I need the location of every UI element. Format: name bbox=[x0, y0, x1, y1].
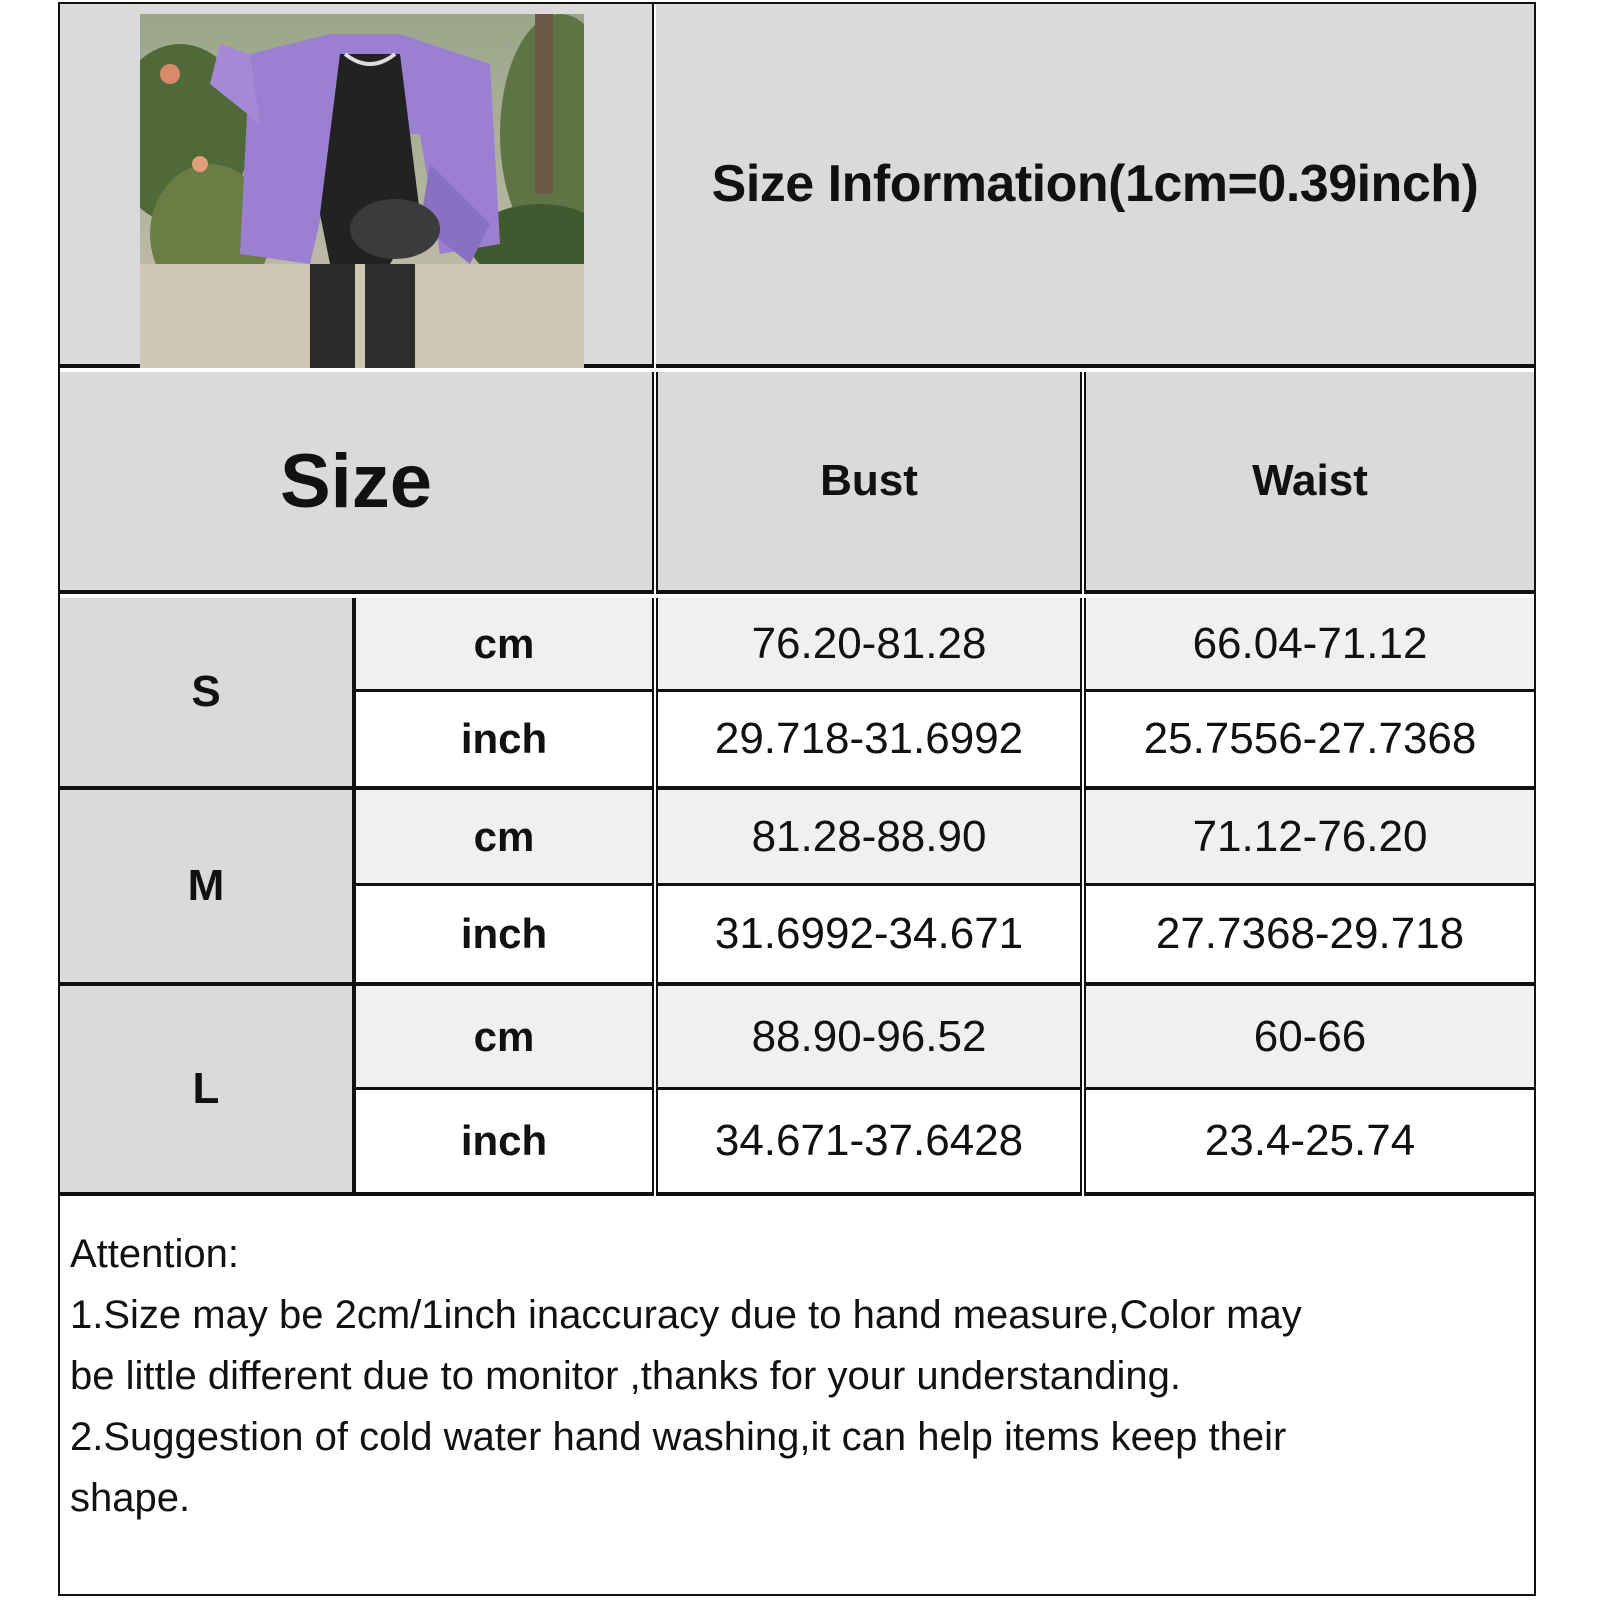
bust-value: 31.6992-34.671 bbox=[714, 909, 1024, 958]
product-photo bbox=[140, 14, 584, 368]
table-cell bbox=[1084, 1090, 1534, 1196]
waist-header: Waist bbox=[1252, 456, 1368, 505]
title-cell bbox=[656, 4, 1534, 368]
note-line: 2.Suggestion of cold water hand washing,it can help items keep their bbox=[70, 1415, 1287, 1459]
size-header-cell bbox=[60, 372, 654, 594]
attention-heading: Attention: bbox=[70, 1232, 240, 1276]
unit-label: inch bbox=[460, 715, 548, 762]
table-cell bbox=[656, 790, 1082, 886]
waist-value: 71.12-76.20 bbox=[1192, 811, 1428, 861]
table-cell bbox=[656, 598, 1082, 692]
table-row bbox=[356, 986, 654, 1090]
table-cell bbox=[1084, 598, 1534, 692]
table-cell bbox=[656, 692, 1082, 790]
note-line: be little different due to monitor ,thanks for your understanding. bbox=[70, 1354, 1182, 1398]
size-l-cell bbox=[60, 986, 356, 1196]
size-header: Size bbox=[279, 438, 433, 524]
bust-value: 76.20-81.28 bbox=[751, 618, 987, 668]
bust-header-cell bbox=[656, 372, 1082, 594]
size-m-cell bbox=[60, 790, 356, 986]
note-line: 1.Size may be 2cm/1inch inaccuracy due to hand measure,Color may bbox=[70, 1293, 1302, 1337]
waist-header-cell bbox=[1084, 372, 1534, 594]
waist-value: 66.04-71.12 bbox=[1192, 618, 1428, 668]
bust-header: Bust bbox=[820, 456, 918, 505]
unit-label: cm bbox=[473, 812, 535, 860]
waist-value: 25.7556-27.7368 bbox=[1143, 714, 1477, 763]
unit-label: cm bbox=[473, 619, 535, 667]
table-cell bbox=[656, 986, 1082, 1090]
bust-value: 81.28-88.90 bbox=[751, 811, 987, 861]
size-chart bbox=[58, 2, 1536, 1596]
table-cell bbox=[1084, 886, 1534, 986]
waist-value: 27.7368-29.718 bbox=[1155, 909, 1465, 958]
attention-notes bbox=[70, 1224, 1520, 1529]
bust-value: 34.671-37.6428 bbox=[714, 1116, 1024, 1165]
size-m-label: M bbox=[187, 861, 225, 910]
table-cell bbox=[656, 1090, 1082, 1196]
size-l-label: L bbox=[192, 1064, 220, 1113]
table-row bbox=[356, 1090, 654, 1196]
size-info-title: Size Information(1cm=0.39inch) bbox=[711, 155, 1479, 213]
table-row bbox=[356, 790, 654, 886]
table-cell bbox=[1084, 692, 1534, 790]
model-photo-illustration bbox=[140, 14, 584, 368]
table-cell bbox=[1084, 790, 1534, 886]
unit-label: inch bbox=[460, 1117, 548, 1164]
table-cell bbox=[1084, 986, 1534, 1090]
size-s-cell bbox=[60, 598, 356, 790]
bust-value: 88.90-96.52 bbox=[751, 1011, 987, 1061]
table-row bbox=[356, 598, 654, 692]
table-row bbox=[356, 692, 654, 790]
note-line: shape. bbox=[70, 1476, 191, 1520]
size-s-label: S bbox=[191, 667, 221, 716]
table-row bbox=[356, 886, 654, 986]
waist-value: 23.4-25.74 bbox=[1204, 1116, 1416, 1165]
bust-value: 29.718-31.6992 bbox=[714, 714, 1024, 763]
waist-value: 60-66 bbox=[1253, 1011, 1367, 1061]
table-cell bbox=[656, 886, 1082, 986]
unit-label: inch bbox=[460, 910, 548, 957]
unit-label: cm bbox=[473, 1012, 535, 1060]
